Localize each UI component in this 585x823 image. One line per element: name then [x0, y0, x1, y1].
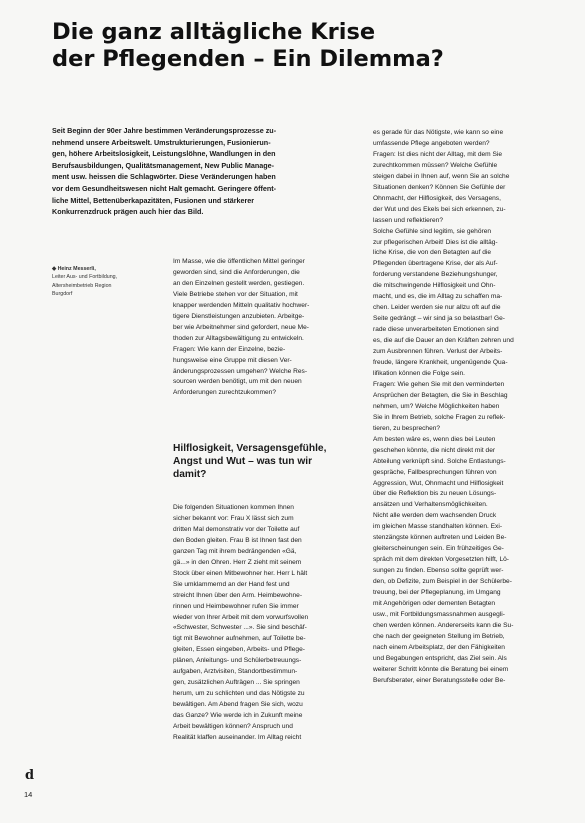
- body-line: Aggression, Wut, Ohnmacht und Hilflosigkeit: [373, 479, 504, 487]
- body-line: gleiten, Essen eingeben, Arbeits- und Pflege-: [173, 646, 305, 654]
- lead-line: nehmend unsere Arbeitswelt. Umstrukturierungen, Fusionierun-: [52, 137, 271, 147]
- body-line: «Schwester, Schwester ...». Sie sind beschäf-: [173, 624, 307, 632]
- body-line: den Boden gleiten. Frau B ist Ihnen fast den: [173, 536, 302, 544]
- body-line: Nicht alle werden dem wachsenden Druck: [373, 512, 497, 520]
- body-line: Ohnmacht, der Hilflosigkeit, des Versagens,: [373, 194, 501, 202]
- body-line: mit Angehörigen oder dementen Betagten: [373, 599, 496, 607]
- body-line: forderung verstandene Beziehungshunger,: [373, 271, 498, 279]
- body-line: tigere Dienstleistungen anzubieten. Arbeitge-: [173, 312, 305, 320]
- body-line: ber wie Arbeitnehmer sind gefordert, neue Me-: [173, 323, 309, 331]
- body-line: Sie umklammernd an der Hand fest und: [173, 580, 290, 588]
- body-line: hungsweise eine Gruppe mit diesen Ver-: [173, 356, 292, 364]
- title-line: der Pflegenden – Ein Dilemma?: [52, 46, 444, 72]
- body-line: Realität klaffen auseinander. Im Alltag reicht: [173, 734, 302, 742]
- body-line: steigen dabei in Ihnen auf, wenn Sie an solche: [373, 172, 510, 180]
- body-line: che nach der geeigneten Stellung im Betrieb,: [373, 632, 505, 640]
- body-line: chen. Leider werden sie nur allzu oft auf die: [373, 304, 501, 312]
- body-line: sicher bekannt vor: Frau X lässt sich zum: [173, 514, 294, 522]
- body-line: plänen, Anleitungs- und Schülerbetreuungs-: [173, 657, 302, 665]
- lead-line: ment usw. heissen die Schlagwörter. Diese Veränderungen haben: [52, 172, 276, 182]
- body-line: Pflegenden übertragene Krise, der als Auf-: [373, 260, 498, 268]
- author-name-line: [52, 265, 170, 273]
- body-line: bewältigen. Am Abend fragen Sie sich, wozu: [173, 701, 303, 709]
- lead-line: vor dem Gesundheitswesen nicht Halt gemacht. Geringere öffent-: [52, 183, 277, 193]
- body-line: geworden sind, sind die Anforderungen, die: [173, 268, 300, 276]
- body-line: chen werden können. Andererseits kann die Su-: [373, 621, 514, 629]
- body-line: gespräche, Fallbesprechungen führen von: [373, 468, 497, 476]
- body-line: im gleichen Masse standhalten können. Exi-: [373, 523, 503, 531]
- body-line: zum Ausbrennen führen. Verlust der Arbeits-: [373, 348, 503, 356]
- body-line: den, ob Defizite, zum Beispiel in der Schülerbe-: [373, 578, 512, 586]
- body-line: zur pflegerischen Arbeit! Dies ist die alltäg-: [373, 238, 498, 246]
- page-number: 14: [24, 790, 33, 799]
- body-line: Situationen denken? Können Sie Gefühle der: [373, 183, 506, 191]
- title-line: Die ganz alltägliche Krise: [52, 19, 376, 45]
- author-info: [52, 265, 170, 298]
- lead-line: Konkurrenzdruck prägen auch hier das Bild.: [52, 207, 204, 217]
- body-line: thoden zur Alltagsbewältigung zu entwickeln.: [173, 334, 304, 342]
- body-line: es gerade für das Nötigste, wie kann so eine: [373, 129, 504, 136]
- body-column-middle: [173, 257, 363, 399]
- author-role-line: Altersheimbetrieb Region: [52, 282, 112, 289]
- body-line: Im Masse, wie die öffentlichen Mittel geringer: [173, 258, 305, 265]
- body-line: aufgaben, Arztvisiten, Standortbestimmun-: [173, 668, 298, 676]
- body-line: macht, und es, die im Alltag zu schaffen ma-: [373, 293, 503, 301]
- body-line: herum, um zu schlichten und das Nötigste zu: [173, 690, 305, 698]
- body-line: Solche Gefühle sind legitim, sie gehören: [373, 227, 492, 235]
- body-line: änderungsprozessen umgehen? Welche Res-: [173, 367, 308, 375]
- lead-paragraph: [52, 125, 370, 218]
- subheading-line: Hilflosigkeit, Versagensgefühle,: [173, 443, 327, 454]
- body-line: über die Reflektion bis zu neuen Lösungs-: [373, 490, 497, 498]
- body-line: es, die auf die Dauer an den Kräften zehren und: [373, 337, 514, 345]
- body-line: spräch mit dem direkten Vorgesetzten hilft, Lö-: [373, 556, 509, 564]
- publication-logo: d: [25, 768, 35, 783]
- body-line: an den Einzelnen gestellt werden, gestiegen.: [173, 279, 305, 287]
- body-line: Viele Betriebe stehen vor der Situation, mit: [173, 290, 298, 298]
- body-line: Die folgenden Situationen kommen Ihnen: [173, 504, 294, 511]
- subheading-line: Angst und Wut – was tun wir: [173, 456, 313, 468]
- body-line: Fragen: Ist dies nicht der Alltag, mit dem Sie: [373, 150, 503, 158]
- body-line: knapper werdenden Mitteln qualitativ hochwer-: [173, 301, 310, 309]
- body-line: rade diese unverarbeiteten Emotionen sind: [373, 326, 499, 334]
- body-line: die mitschwingende Hilflosigkeit und Ohn-: [373, 282, 496, 290]
- lead-line: Berufsausbildungen, Qualitätsmanagement, New Public Manage-: [52, 160, 275, 170]
- body-line: Am besten wäre es, wenn dies bei Leuten: [373, 435, 496, 443]
- body-line: freude, längere Krankheit, ungenügende Qua-: [373, 359, 508, 367]
- body-line: tigt mit Bewohner aufnehmen, auf Toilette be-: [173, 635, 306, 643]
- body-line: stenzängste können auftreten und Leiden Be-: [373, 534, 507, 542]
- body-line: Seite gedrängt – wir sind ja so belastbar! Ge-: [373, 315, 505, 323]
- body-line: der Wut und des Ekels bei sich erkennen, zu-: [373, 205, 506, 213]
- body-line: Arbeit bewältigen können? Anspruch und: [173, 723, 293, 731]
- body-line: lifikation können die Folge sein.: [373, 369, 466, 377]
- body-line: Stock über einen Mitbewohner her. Herr L hält: [173, 569, 308, 577]
- article-title: [52, 19, 552, 73]
- body-line: umfassende Pflege angeboten werden?: [373, 139, 490, 147]
- body-line: ansätzen und Verhaltensmöglichkeiten.: [373, 501, 488, 509]
- lead-line: Seit Beginn der 90er Jahre bestimmen Veränderungsprozesse zu-: [52, 126, 277, 135]
- body-line: dritten Mal demonstrativ vor der Toilette auf: [173, 525, 300, 533]
- body-line: ganzen Tag mit ihrem bedrängenden «Gä,: [173, 547, 297, 555]
- body-line: Ansprüchen der Betagten, die Sie in Beschlag: [373, 391, 508, 399]
- body-line: Fragen: Wie gehen Sie mit den verminderten: [373, 380, 505, 388]
- body-line: Fragen: Wie kann der Einzelne, bezie-: [173, 345, 286, 353]
- body-line: geschehen könnte, die nicht direkt mit der: [373, 446, 496, 454]
- body-line: tieren, zu besprechen?: [373, 424, 441, 432]
- body-line: gleiterscheinungen sein. Ein frühzeitiges Ge-: [373, 545, 504, 553]
- body-line: treuung, bei der Pflegeplanung, im Umgang: [373, 589, 501, 597]
- body-line: liche Krise, die von den Betagten auf die: [373, 249, 492, 257]
- body-line: lassen und reflektieren?: [373, 216, 444, 224]
- body-line: streicht Ihnen über den Arm. Heimbewohne-: [173, 591, 303, 599]
- body-line: nehmen, um? Welche Möglichkeiten haben: [373, 402, 500, 410]
- body-line: sourcen werden benötigt, um mit den neuen: [173, 378, 302, 386]
- body-line: rinnen und Heimbewohner rufen Sie immer: [173, 602, 299, 610]
- lead-line: liche Mittel, Bettenüberkapazitäten, Fusionen und stärkerer: [52, 195, 255, 205]
- body-line: weiterer Schritt könnte die Beratung bei einem: [373, 665, 509, 673]
- body-line: Sie in Ihrem Betrieb, solche Fragen zu reflek-: [373, 413, 506, 421]
- body-line: sungen zu finden. Ebenso sollte geprüft wer-: [373, 567, 504, 575]
- body-line: gä...» in den Ohren. Herr Z zieht mit seinem: [173, 558, 302, 566]
- author-role-line: Burgdorf: [52, 290, 73, 297]
- subheading-line: damit?: [173, 469, 207, 481]
- body-column-right: [373, 128, 571, 687]
- body-line: zurechtkommen müssen? Welche Gefühle: [373, 161, 498, 169]
- body-line: und Begabungen entspricht, das Ziel sein. Als: [373, 654, 507, 662]
- body-line: Berufsberater, einer Beratungsstelle oder Be-: [373, 676, 506, 684]
- body-column-middle-lower: [173, 503, 363, 744]
- body-line: nach einem Arbeitsplatz, der den Fähigkeiten: [373, 643, 505, 651]
- author-name: Heinz Messerli,: [57, 266, 96, 272]
- author-role-line: Leiter Aus- und Fortbildung,: [52, 274, 118, 281]
- section-subheading: [173, 442, 363, 482]
- bullet-icon: ◆: [52, 266, 57, 272]
- body-line: Anforderungen zurechtzukommen?: [173, 389, 276, 397]
- body-line: usw., mit Fortbildungsmassnahmen ausgegli-: [373, 610, 505, 618]
- lead-line: gen, höhere Arbeitslosigkeit, Leistungslöhne, Wandlungen in den: [52, 149, 276, 159]
- body-line: gen, zusätzlichen Aufträgen ... Sie springen: [173, 679, 300, 687]
- body-line: wieder von Ihrer Arbeit mit dem vorwurfsvollen: [173, 613, 309, 621]
- body-line: das Ganze? Wie werde ich in Zukunft meine: [173, 712, 303, 720]
- body-line: Abteilung verknüpft sind. Solche Entlastungs-: [373, 457, 506, 465]
